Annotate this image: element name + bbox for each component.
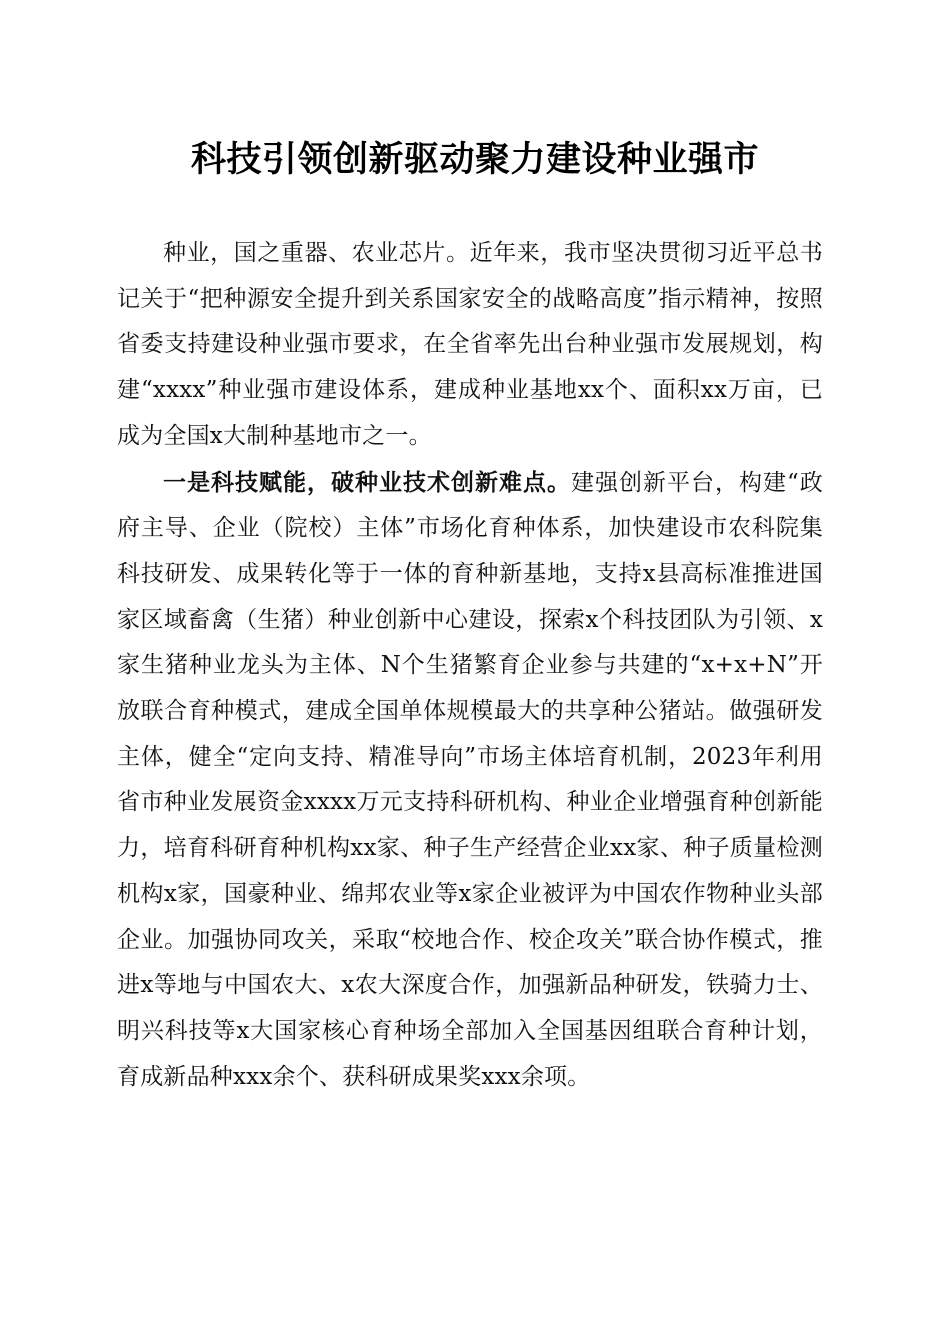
intro-paragraph-text: 种业，国之重器、农业芯片。近年来，我市坚决贯彻习近平总书记关于“把种源安全提升到关系国家安全的战略高度”指示精神，按照省委支持建设种业强市要求，在全省率先出台种业强市发展规划，构建“xxxx”种业强市建设体系，建成种业基地xx个、面积xx万亩，已成为全国x大制种基地市之一。 [117, 240, 823, 449]
section-one-paragraph [117, 460, 823, 1101]
section-one-heading: 一是科技赋能，破种业技术创新难点。 [163, 468, 572, 496]
document-title: 科技引领创新驱动聚力建设种业强市 [190, 139, 759, 180]
section-one-text: 建强创新平台，构建“政府主导、企业（院校）主体”市场化育种体系，加快建设市农科院集科技研发、成果转化等于一体的育种新基地，支持x县高标准推进国家区域畜禽（生猪）种业创新中心建设，探索x个科技团队为引领、x家生猪种业龙头为主体、N个生猪繁育企业参与共建的“x+x+N”开放联合育种模式，建成全国单体规模最大的共享种公猪站。做强研发主体，健全“定向支持、精准导向”市场主体培育机制，2023年利用省市种业发展资金xxxx万元支持科研机构、种业企业增强育种创新能力，培育科研育种机构xx家、种子生产经营企业xx家、种子质量检测机构x家，国豪种业、绵邦农业等x家企业被评为中国农作物种业头部企业。加强协同攻关，采取“校地合作、校企攻关”联合协作模式，推进x等地与中国农大、x农大深度合作，加强新品种研发，铁骑力士、明兴科技等x大国家核心育种场全部加入全国基因组联合育种计划，育成新品种xxx余个、获科研成果奖xxx余项。 [117, 469, 823, 1090]
document-body [117, 230, 823, 1100]
intro-paragraph [117, 230, 823, 460]
